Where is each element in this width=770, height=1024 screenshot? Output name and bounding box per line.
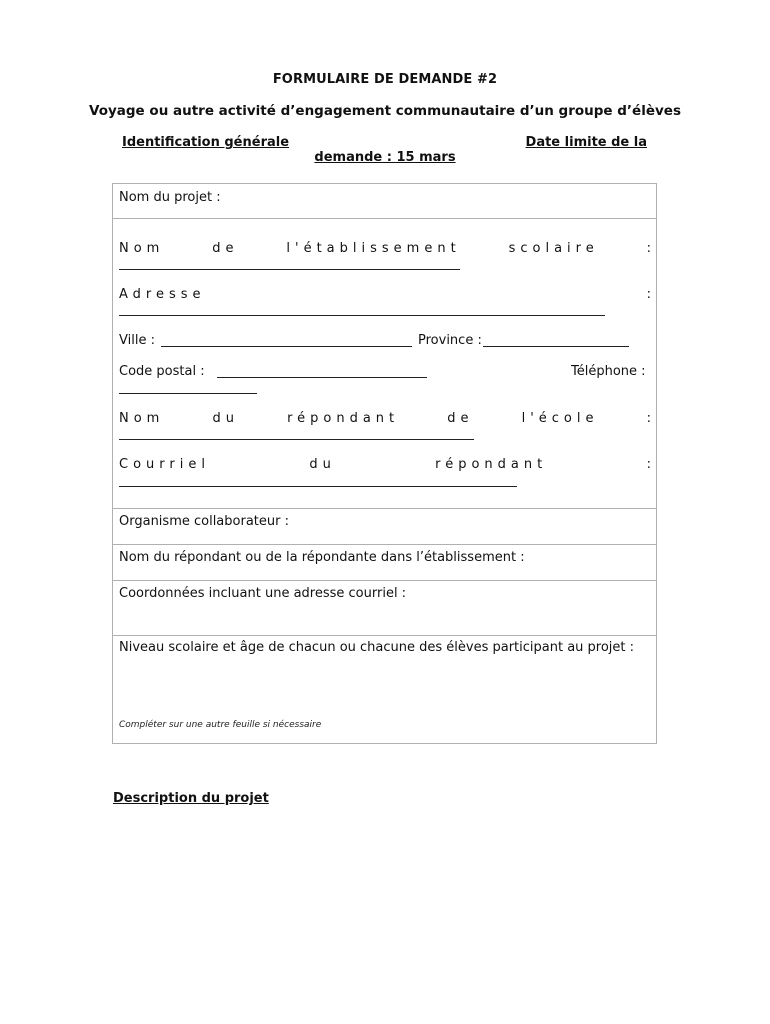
- city-field[interactable]: [161, 346, 412, 347]
- phone-field[interactable]: [119, 393, 257, 394]
- institution-contact-label: Nom du répondant ou de la répondante dans l’établissement :: [119, 550, 525, 565]
- row-divider: [113, 544, 656, 545]
- deadline-heading-line2: demande : 15 mars: [314, 150, 456, 165]
- city-label: Ville :: [119, 333, 155, 348]
- contact-email-field[interactable]: [119, 486, 517, 487]
- postal-code-field[interactable]: [217, 377, 427, 378]
- row-divider: [113, 218, 656, 219]
- identification-form-table: [112, 183, 657, 744]
- school-name-label: Nom de l'établissement scolaire :: [119, 241, 651, 256]
- row-divider: [113, 508, 656, 509]
- row-divider: [113, 580, 656, 581]
- document-subtitle: Voyage ou autre activité d’engagement communautaire d’un groupe d’élèves: [89, 103, 681, 119]
- contact-email-label: Courriel du répondant :: [119, 457, 651, 472]
- address-label: Adresse :: [119, 287, 651, 302]
- contact-details-label: Coordonnées incluant une adresse courriel :: [119, 586, 407, 601]
- province-label: Province :: [418, 333, 482, 348]
- document-title: FORMULAIRE DE DEMANDE #2: [272, 72, 498, 87]
- postal-code-label: Code postal :: [119, 364, 205, 379]
- province-field[interactable]: [483, 346, 629, 347]
- deadline-heading-line1: Date limite de la: [525, 135, 647, 150]
- section-identification-heading: Identification générale: [122, 135, 290, 150]
- row-divider: [113, 635, 656, 636]
- school-name-field[interactable]: [119, 269, 460, 270]
- phone-label: Téléphone :: [571, 364, 646, 379]
- address-field[interactable]: [119, 315, 605, 316]
- project-name-label: Nom du projet :: [119, 190, 221, 205]
- partner-organization-label: Organisme collaborateur :: [119, 514, 289, 529]
- student-grades-ages-label: Niveau scolaire et âge de chacun ou chacune des élèves participant au projet :: [119, 640, 635, 655]
- project-description-heading: Description du projet: [113, 791, 269, 806]
- extra-sheet-note: Compléter sur une autre feuille si nécessaire: [119, 720, 322, 730]
- school-contact-field[interactable]: [119, 439, 474, 440]
- school-contact-label: Nom du répondant de l'école :: [119, 411, 651, 426]
